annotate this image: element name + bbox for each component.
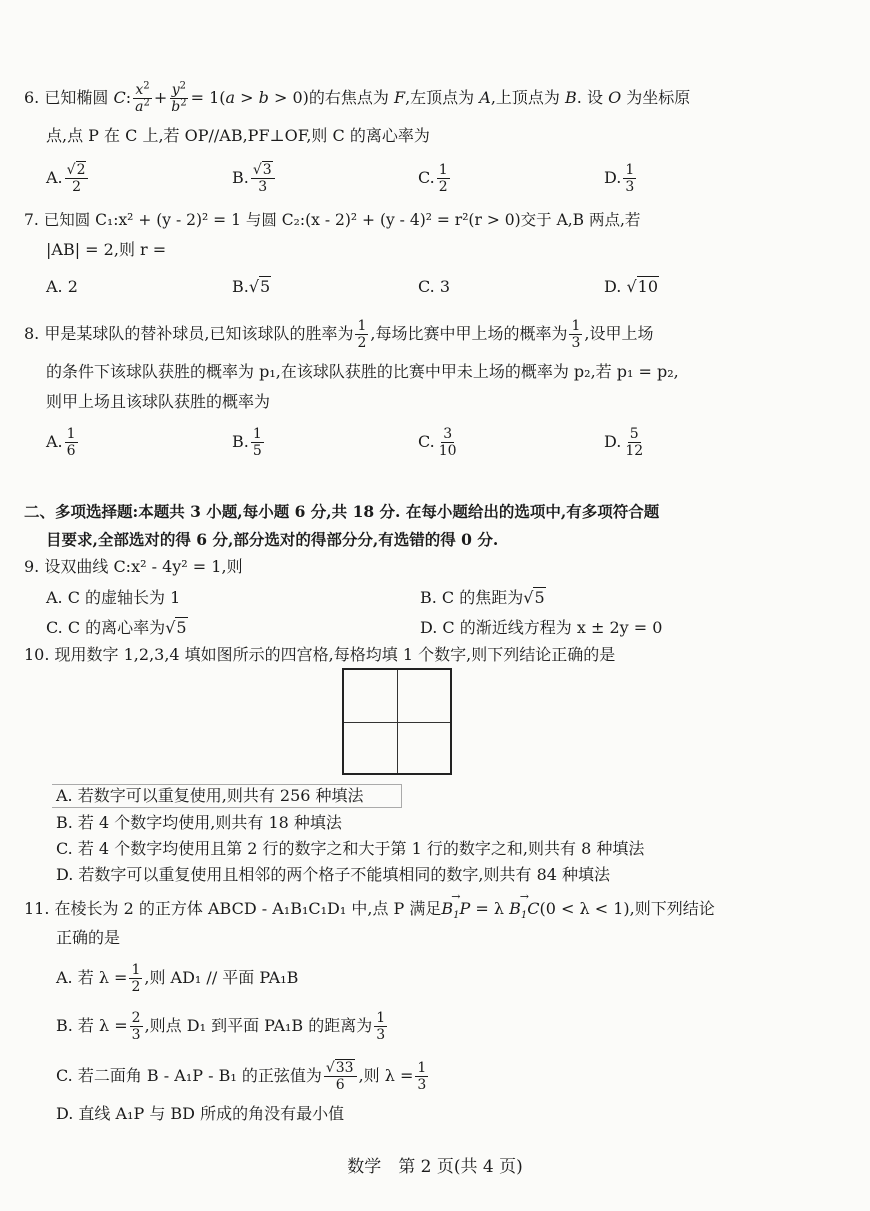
question-8-option-c: C. $\frac{3}{10}$ (418, 426, 457, 459)
question-11-line-1: 11. 在棱长为 2 的正方体 ABCD - A₁B₁C₁D₁ 中,点 P 满足→ $B_1P = \lambda \to B_1C(0 < \lambda < 1)$,则下列结论 (24, 899, 715, 919)
question-8-line-2: 的条件下该球队获胜的概率为 p₁,在该球队获胜的比赛中甲未上场的概率为 p₂,若 p₁ = p₂, (46, 362, 679, 381)
question-10-option-d: D. 若数字可以重复使用且相邻的两个格子不能填相同的数字,则共有 84 种填法 (56, 865, 611, 884)
question-8-line-1: 8. 甲是某球队的替补球员,已知该球队的胜率为 $\frac{1}{2}$ ,每场比赛中甲上场的概率为 $\frac{1}{3}$ ,设甲上场 (24, 318, 654, 351)
question-9-option-d: D. C 的渐近线方程为 x ± 2y = 0 (420, 618, 663, 637)
question-6-line-1: 6. 已知椭圆 C: $\frac{x^2}{a^2}$ + $\frac{y^2}{b^2}$ = 1(a > b > 0)的右焦点为 F,左顶点为 A,上顶点为 B. 设 O 为坐标原 (24, 80, 691, 115)
question-6-option-d: D. $\frac{1}{3}$ (604, 162, 635, 195)
question-7-line-2: |AB| = 2,则 r = (46, 240, 167, 259)
question-8-option-a: A. $\frac{1}{6}$ (46, 426, 76, 459)
question-11-line-2: 正确的是 (56, 928, 121, 947)
question-10-option-b: B. 若 4 个数字均使用,则共有 18 种填法 (56, 813, 342, 832)
question-6-option-c: C. $\frac{1}{2}$ (418, 162, 448, 195)
four-cell-grid (342, 668, 452, 775)
question-11-option-a: A. 若 λ = $\frac{1}{2}$ ,则 AD₁ // 平面 PA₁B (56, 962, 299, 995)
grid-horizontal-divider (344, 722, 450, 723)
question-7-line-1: 7. 已知圆 C₁:x² + (y - 2)² = 1 与圆 C₂:(x - 2)² + (y - 4)² = r²(r > 0)交于 A,B 两点,若 (24, 211, 641, 229)
question-11-option-d: D. 直线 A₁P 与 BD 所成的角没有最小值 (56, 1104, 345, 1123)
question-7-option-a: A. 2 (46, 277, 78, 296)
question-9-option-c: C. C 的离心率为√5 (46, 618, 187, 637)
question-11-option-c: C. 若二面角 B - A₁P - B₁ 的正弦值为 $\frac{√33}{6}$ ,则 λ = $\frac{1}{3}$ (56, 1060, 427, 1093)
question-6-option-a: A. $\frac{√2}{2}$ (46, 162, 90, 195)
question-9-option-b: B. C 的焦距为√5 (420, 588, 545, 607)
question-8-line-3: 则甲上场且该球队获胜的概率为 (46, 392, 271, 411)
question-10-option-c: C. 若 4 个数字均使用且第 2 行的数字之和大于第 1 行的数字之和,则共有 8 种填法 (56, 839, 645, 858)
question-7-option-c: C. 3 (418, 277, 451, 296)
question-6-line-2: 点,点 P 在 C 上,若 OP//AB,PF⊥OF,则 C 的离心率为 (46, 126, 430, 145)
question-10-option-a: A. 若数字可以重复使用,则共有 256 种填法 (56, 786, 364, 805)
question-7-option-b: B.√5 (232, 277, 271, 296)
question-6-option-b: B. $\frac{√3}{3}$ (232, 162, 277, 195)
question-10-line-1: 10. 现用数字 1,2,3,4 填如图所示的四宫格,每格均填 1 个数字,则下列结论正确的是 (24, 645, 616, 664)
question-9-option-a: A. C 的虚轴长为 1 (46, 588, 181, 607)
question-8-option-d: D. $\frac{5}{12}$ (604, 426, 644, 459)
page-footer: 数学 第 2 页(共 4 页) (347, 1157, 523, 1177)
section-2-heading-line-2: 目要求,全部选对的得 6 分,部分选对的得部分分,有选错的得 0 分. (46, 530, 499, 549)
section-2-heading-line-1: 二、多项选择题:本题共 3 小题,每小题 6 分,共 18 分. 在每小题给出的选项中,有多项符合题 (24, 502, 660, 521)
question-7-option-d: D. √10 (604, 277, 658, 296)
question-11-option-b: B. 若 λ = $\frac{2}{3}$ ,则点 D₁ 到平面 PA₁B 的距离为 $\frac{1}{3}$ (56, 1010, 386, 1043)
question-9-line-1: 9. 设双曲线 C:x² - 4y² = 1,则 (24, 557, 243, 576)
question-8-option-b: B. $\frac{1}{5}$ (232, 426, 262, 459)
